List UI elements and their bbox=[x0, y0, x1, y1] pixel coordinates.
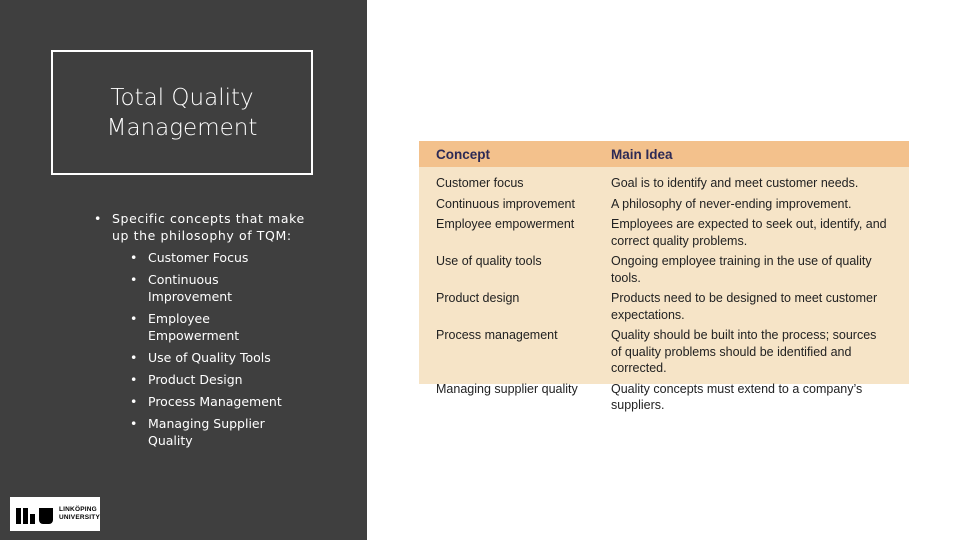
sub-bullet-text: Managing Supplier Quality bbox=[148, 416, 265, 448]
left-panel bbox=[0, 0, 367, 540]
concept-cell: Process management bbox=[436, 328, 558, 342]
idea-cell: Quality should be built into the process; sources of quality problems should be identified and corrected. bbox=[611, 328, 877, 375]
sub-bullet-text: Customer Focus bbox=[148, 250, 249, 265]
idea-cell: A philosophy of never-ending improvement. bbox=[611, 196, 852, 211]
sub-bullet-text: Process Management bbox=[148, 394, 282, 409]
sub-bullet bbox=[88, 393, 298, 410]
bullet-dot-icon: • bbox=[130, 416, 138, 431]
university-logo bbox=[10, 497, 100, 531]
bullet-dot-icon: • bbox=[130, 272, 138, 287]
idea-cell: Ongoing employee training in the use of quality tools. bbox=[611, 254, 872, 285]
slide-title: Total Quality Management bbox=[106, 84, 258, 141]
sub-bullet-text: Product Design bbox=[148, 372, 243, 387]
concept-cell: Product design bbox=[436, 291, 520, 305]
logo-line2: UNIVERSITY bbox=[58, 514, 100, 521]
concepts-table bbox=[419, 141, 909, 414]
sub-bullet bbox=[88, 310, 298, 344]
bullet-dot-icon: • bbox=[130, 350, 138, 365]
bullet-dot-icon: • bbox=[130, 394, 138, 409]
bullet-list bbox=[88, 210, 313, 449]
table-row bbox=[419, 286, 909, 323]
idea-cell: Products need to be designed to meet customer expectations. bbox=[611, 291, 878, 322]
table-row bbox=[419, 212, 909, 249]
bullet-dot-icon: • bbox=[94, 211, 102, 226]
sub-bullet-list bbox=[88, 249, 313, 449]
concept-cell: Customer focus bbox=[436, 176, 524, 190]
bullet-dot-icon: • bbox=[130, 372, 138, 387]
sub-bullet bbox=[88, 349, 298, 366]
table-row bbox=[419, 377, 909, 414]
table-row bbox=[419, 192, 909, 213]
title-box bbox=[51, 50, 313, 175]
idea-cell: Quality concepts must extend to a company’s suppliers. bbox=[611, 381, 863, 412]
concept-cell: Employee empowerment bbox=[436, 217, 575, 231]
table-row bbox=[419, 167, 909, 192]
idea-cell: Goal is to identify and meet customer needs. bbox=[611, 176, 859, 190]
sub-bullet-text: Employee Empowerment bbox=[148, 311, 240, 343]
main-bullet-text: Specific concepts that make up the philosophy of TQM: bbox=[112, 211, 305, 243]
concept-cell: Managing supplier quality bbox=[436, 381, 578, 396]
table-header-row bbox=[419, 141, 909, 167]
tqm-concepts-table bbox=[419, 141, 909, 412]
table-row bbox=[419, 249, 909, 286]
concept-cell: Continuous improvement bbox=[436, 196, 575, 211]
table-row bbox=[419, 323, 909, 377]
column-header-concept: Concept bbox=[419, 141, 595, 167]
main-bullet bbox=[88, 210, 313, 244]
sub-bullet-text: Use of Quality Tools bbox=[148, 350, 271, 365]
logo-wordmark bbox=[59, 506, 100, 522]
idea-cell: Employees are expected to seek out, identify, and correct quality problems. bbox=[611, 217, 887, 248]
sub-bullet bbox=[88, 371, 298, 388]
sub-bullet bbox=[88, 271, 298, 305]
bullet-dot-icon: • bbox=[130, 250, 138, 265]
column-header-main-idea: Main Idea bbox=[595, 141, 909, 167]
sub-bullet bbox=[88, 415, 298, 449]
logo-line1: LINKÖPING bbox=[58, 506, 97, 513]
bullet-dot-icon: • bbox=[130, 311, 138, 326]
concept-cell: Use of quality tools bbox=[436, 254, 542, 268]
sub-bullet-text: Continuous Improvement bbox=[148, 272, 233, 304]
sub-bullet bbox=[88, 249, 298, 266]
liu-logo-icon bbox=[16, 504, 55, 524]
